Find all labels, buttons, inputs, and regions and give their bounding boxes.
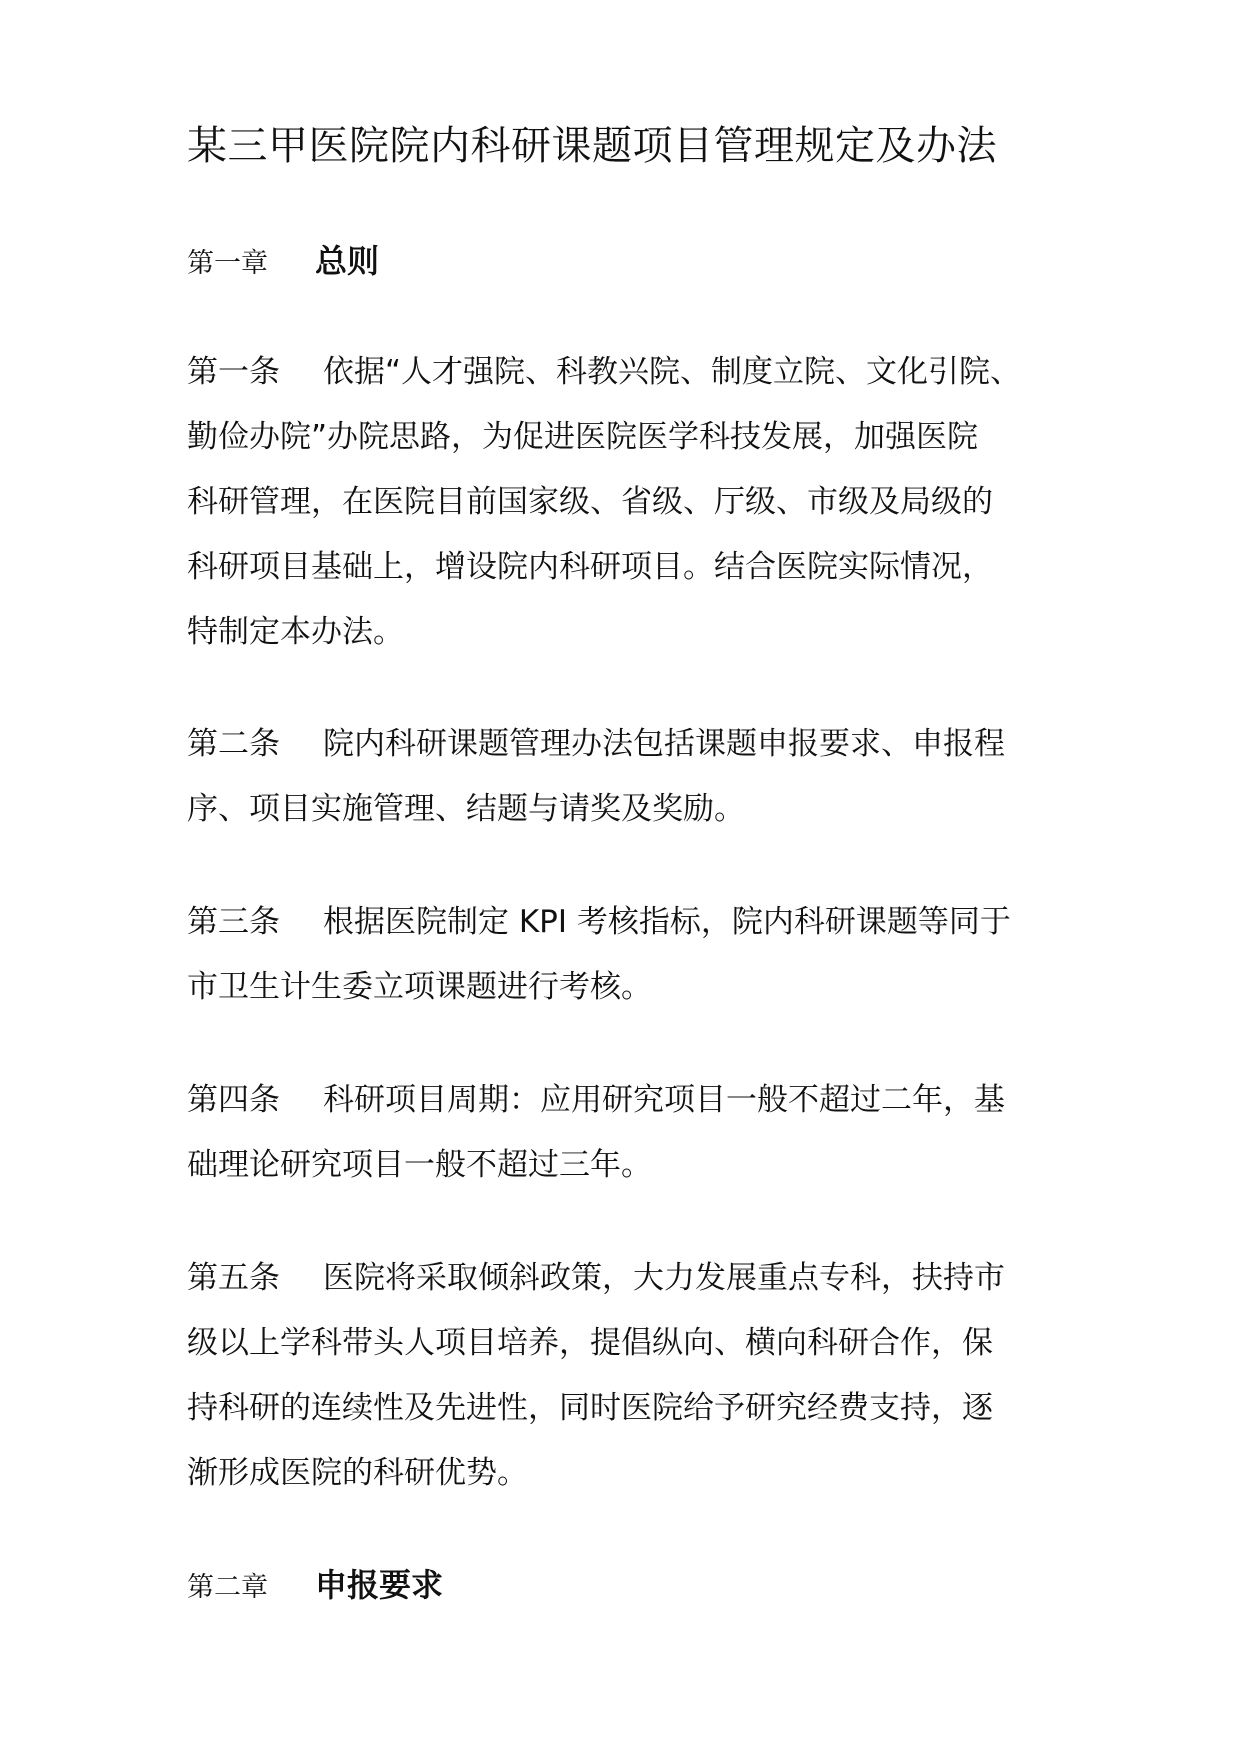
article-line: 市卫生计生委立项课题进行考核。 xyxy=(187,969,652,1005)
chapter-heading-2 xyxy=(187,1560,443,1606)
article-line xyxy=(187,340,1077,405)
article-label: 第三条 xyxy=(187,904,280,940)
chapter-title: 申报要求 xyxy=(315,1566,444,1604)
article-2 xyxy=(187,712,1077,842)
article-line: 持科研的连续性及先进性，同时医院给予研究经费支持，逐 xyxy=(187,1390,993,1426)
article-label: 第四条 xyxy=(187,1082,280,1118)
article-line xyxy=(187,1246,1077,1311)
chapter-number: 第一章 xyxy=(187,248,268,279)
chapter-number: 第二章 xyxy=(187,1572,268,1603)
article-text: 院内科研课题管理办法包括课题申报要求、申报程 xyxy=(323,726,1005,762)
article-text: 根据医院制定 KPI 考核指标，院内科研课题等同于 xyxy=(323,904,1011,940)
chapter-heading-1 xyxy=(187,236,379,282)
article-line: 科研管理，在医院目前国家级、省级、厅级、市级及局级的 xyxy=(187,484,993,520)
article-line: 础理论研究项目一般不超过三年。 xyxy=(187,1147,652,1183)
article-label: 第一条 xyxy=(187,354,280,390)
article-label: 第五条 xyxy=(187,1260,280,1296)
article-line xyxy=(187,1068,1077,1133)
article-5 xyxy=(187,1246,1077,1506)
article-3 xyxy=(187,890,1077,1020)
article-text: 医院将采取倾斜政策，大力发展重点专科，扶持市 xyxy=(323,1260,1005,1296)
chapter-title: 总则 xyxy=(315,242,380,280)
article-line: 渐形成医院的科研优势。 xyxy=(187,1455,528,1491)
article-line: 序、项目实施管理、结题与请奖及奖励。 xyxy=(187,791,745,827)
article-line: 特制定本办法。 xyxy=(187,614,404,650)
article-1 xyxy=(187,340,1077,665)
article-text: 科研项目周期：应用研究项目一般不超过二年，基 xyxy=(323,1082,1005,1118)
article-4 xyxy=(187,1068,1077,1198)
article-text: 依据“人才强院、科教兴院、制度立院、文化引院、 xyxy=(323,354,1022,390)
article-line xyxy=(187,890,1077,955)
article-line: 勤俭办院”办院思路，为促进医院医学科技发展，加强医院 xyxy=(187,419,979,455)
article-label: 第二条 xyxy=(187,726,280,762)
article-line xyxy=(187,712,1077,777)
article-line: 科研项目基础上，增设院内科研项目。结合医院实际情况， xyxy=(187,549,993,585)
article-line: 级以上学科带头人项目培养，提倡纵向、横向科研合作，保 xyxy=(187,1325,993,1361)
document-title: 某三甲医院院内科研课题项目管理规定及办法 xyxy=(187,123,997,169)
